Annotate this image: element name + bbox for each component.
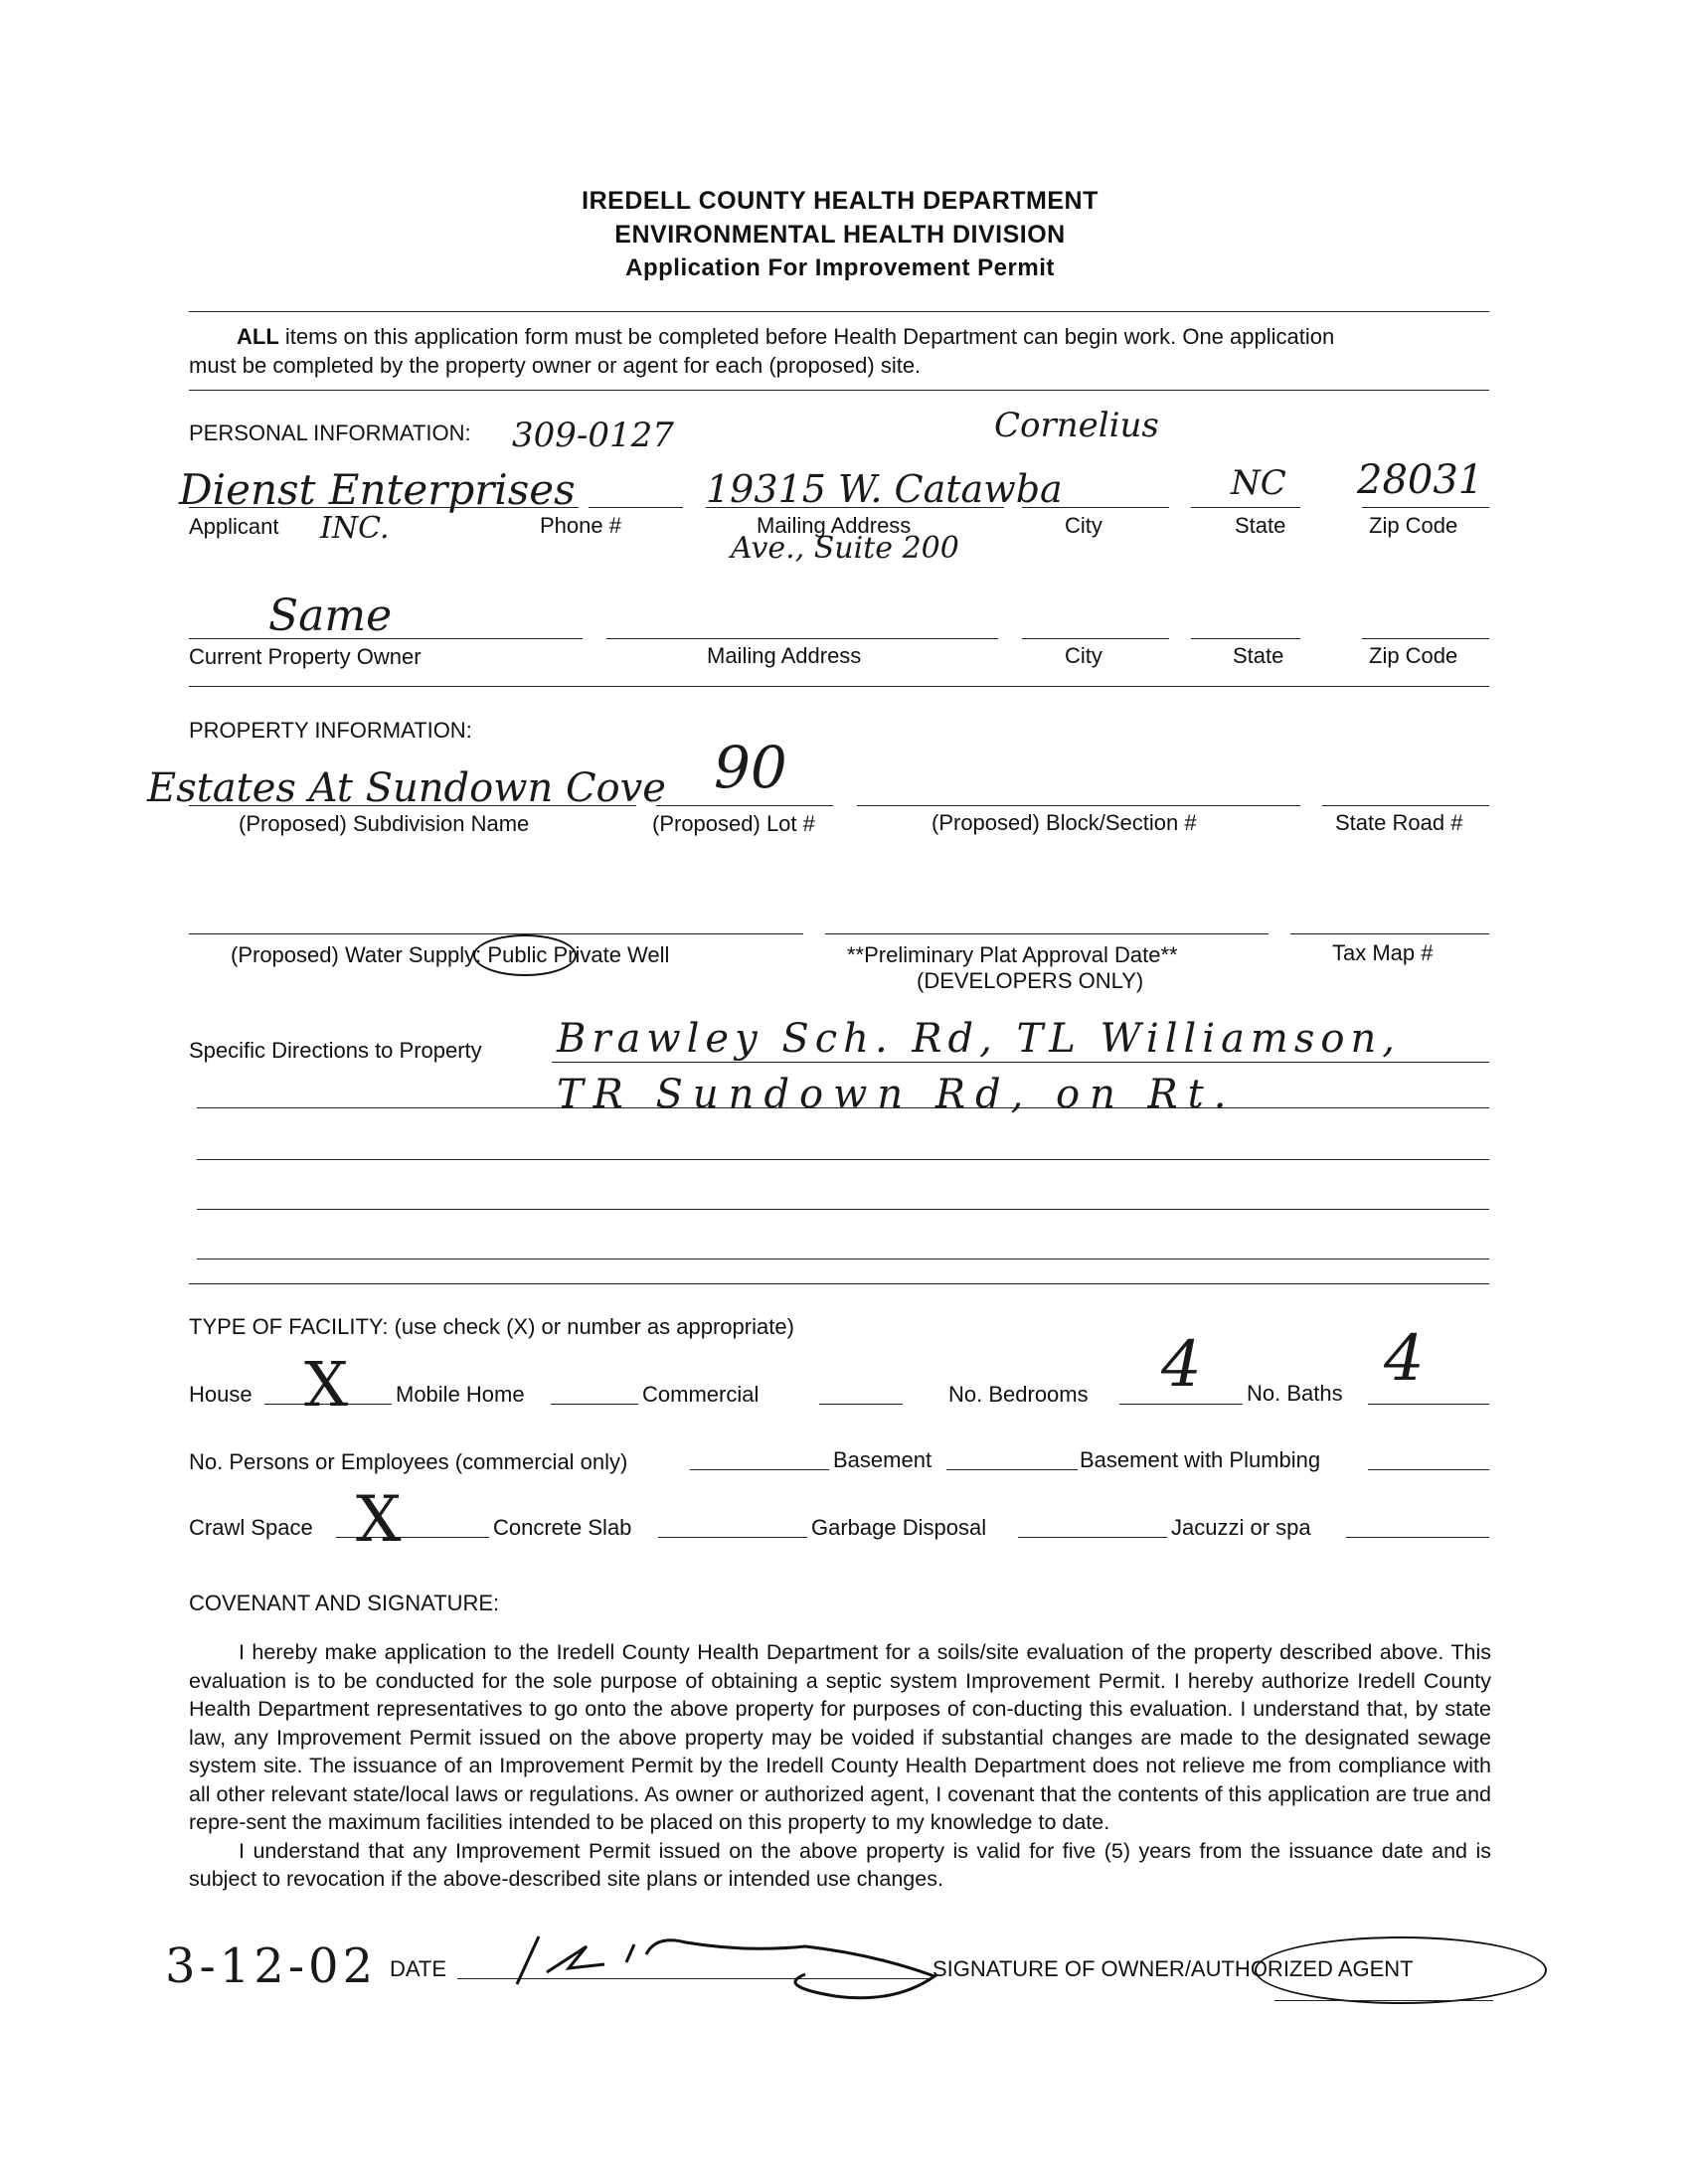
directions-label: Specific Directions to Property [189,1038,482,1063]
state-label: State [1235,513,1286,538]
state-field-value: NC [1231,463,1286,503]
road-line[interactable] [1322,805,1489,806]
owner-field-value: Same [268,590,393,641]
city-line[interactable] [1022,507,1169,508]
mailing-address-label: Mailing Address [757,513,912,538]
mailing-address-field-value: 19315 W. Catawba [706,467,1063,511]
concrete-slab-label: Concrete Slab [493,1515,632,1540]
mailing-address-line[interactable] [706,507,1004,508]
applicant-field-value-2: INC. [320,511,390,546]
owner-city-label: City [1065,643,1102,668]
road-label: State Road # [1335,810,1463,835]
signature-stroke [517,1936,934,1998]
signature-scribble [477,1925,954,2014]
persons-label: No. Persons or Employees (commercial only) [189,1449,628,1474]
garbage-disposal-label: Garbage Disposal [811,1515,987,1540]
zip-line[interactable] [1362,507,1489,508]
handwritten-city: Cornelius [994,406,1159,445]
jacuzzi-label: Jacuzzi or spa [1171,1515,1311,1540]
plat-developers-label: (DEVELOPERS ONLY) [917,968,1144,993]
applicant-label: Applicant [189,514,279,539]
city-label: City [1065,513,1102,538]
directions-line-5[interactable] [197,1259,1489,1260]
covenant-paragraph-2: I understand that any Improvement Permit issued on the above property is valid for five (5) years from the issuance date and is subject to revocation if the above-described site plans or intended use changes. [189,1838,1491,1891]
divider [189,311,1489,312]
baths-label: No. Baths [1247,1381,1343,1406]
intro-text-2: must be completed by the property owner or agent for each (proposed) site. [189,353,922,378]
owner-mailing-line[interactable] [606,638,998,639]
covenant-text [189,1638,1491,1894]
lot-label: (Proposed) Lot # [652,811,815,836]
owner-line[interactable] [189,638,583,639]
lot-field-value: 90 [714,734,787,801]
intro-text [237,324,1334,350]
form-title-department: IREDELL COUNTY HEALTH DEPARTMENT [582,187,1099,215]
directions-value-line-1: Brawley Sch. Rd, TL Williamson, [557,1016,1401,1062]
zip-label: Zip Code [1369,513,1458,538]
subdivision-field-value: Estates At Sundown Cove [147,765,666,811]
house-label: House [189,1382,253,1407]
mobile-home-line[interactable] [551,1404,638,1405]
persons-line[interactable] [690,1469,829,1470]
directions-value-line-2: TR Sundown Rd, on Rt. [557,1072,1237,1117]
date-value: 3-12-02 [165,1938,378,1994]
subdivision-line[interactable] [189,805,636,806]
zip-field-value: 28031 [1357,457,1484,503]
baths-value: 4 [1384,1322,1425,1396]
divider [189,390,1489,391]
water-supply-prefix: (Proposed) Water Supply: [231,942,482,967]
owner-city-line[interactable] [1022,638,1169,639]
owner-zip-label: Zip Code [1369,643,1458,668]
public-circle-mark [473,934,577,976]
intro-bold: ALL [237,324,279,349]
house-check-mark: X [304,1348,349,1421]
owner-zip-line[interactable] [1362,638,1489,639]
covenant-paragraph-1: I hereby make application to the Iredell County Health Department for a soils/site evaluation of the property described above. This evaluation is to be conducted for the sole purpose of obtaining a septic system Improvement Permit. I hereby authorize Iredell County Health Department representatives to go onto the above property for purposes of con-ducting this evaluation. I understand that, by state law, any Improvement Permit issued on the above property may be voided if substantial changes are made to the designated sewage system site. The issuance of an Improvement Permit by the Iredell County Health Department does not relieve me from compliance with all other relevant state/local laws or regulations. As owner or authorized agent, I covenant that the contents of this application are true and repre-sent the maximum facilities intended to be placed on this property to my knowledge to date. [189,1640,1491,1834]
bedrooms-value: 4 [1161,1328,1202,1402]
crawl-space-check-mark: X [356,1483,402,1557]
baths-line[interactable] [1368,1404,1489,1405]
owner-state-line[interactable] [1191,638,1300,639]
applicant-line[interactable] [189,507,579,508]
crawl-space-label: Crawl Space [189,1515,313,1540]
directions-line-3[interactable] [197,1159,1489,1160]
concrete-slab-line[interactable] [658,1537,807,1538]
phone-label: Phone # [540,513,621,538]
subdivision-label: (Proposed) Subdivision Name [239,811,530,836]
phone-line[interactable] [589,507,683,508]
directions-line-2[interactable] [197,1107,1489,1108]
commercial-line[interactable] [819,1404,903,1405]
form-title-division: ENVIRONMENTAL HEALTH DIVISION [614,221,1066,249]
basement-line[interactable] [946,1469,1078,1470]
intro-text-1: items on this application form must be completed before Health Department can begin work. One application [278,324,1335,349]
tax-map-label: Tax Map # [1332,940,1434,965]
agent-underline [1274,2000,1493,2001]
block-line[interactable] [857,805,1300,806]
lot-line[interactable] [656,805,833,806]
mailing-address-field-value-2: Ave., Suite 200 [731,531,959,566]
tax-map-line[interactable] [1290,933,1489,934]
owner-state-label: State [1233,643,1284,668]
date-label: DATE [390,1956,447,1981]
applicant-field-value: Dienst Enterprises [179,465,576,514]
divider [189,1283,1489,1284]
signature-label: SIGNATURE OF OWNER/AUTHORIZED AGENT [932,1956,1414,1981]
water-private-option[interactable]: Private Well [553,942,670,967]
personal-info-heading: PERSONAL INFORMATION: [189,420,471,445]
divider [189,686,1489,687]
directions-line-4[interactable] [197,1209,1489,1210]
bedrooms-line[interactable] [1119,1404,1243,1405]
water-supply-line[interactable] [189,933,803,934]
basement-plumbing-line[interactable] [1368,1469,1489,1470]
facility-heading: TYPE OF FACILITY: (use check (X) or number as appropriate) [189,1314,794,1339]
water-public-option[interactable]: Public [487,942,547,968]
owner-label: Current Property Owner [189,644,422,669]
agent-circle-mark [1255,1936,1547,2004]
form-title-application: Application For Improvement Permit [625,254,1055,281]
handwritten-reference-number: 309-0127 [512,416,674,455]
basement-plumbing-label: Basement with Plumbing [1080,1447,1321,1472]
water-supply-label [231,942,669,968]
bedrooms-label: No. Bedrooms [948,1382,1089,1407]
block-label: (Proposed) Block/Section # [932,810,1197,835]
plat-date-line[interactable] [825,933,1269,934]
directions-line-1[interactable] [552,1062,1489,1063]
garbage-disposal-line[interactable] [1018,1537,1167,1538]
plat-approval-label: **Preliminary Plat Approval Date** [847,942,1178,967]
commercial-label: Commercial [642,1382,760,1407]
state-line[interactable] [1191,507,1300,508]
property-info-heading: PROPERTY INFORMATION: [189,718,472,743]
mobile-home-label: Mobile Home [396,1382,525,1407]
basement-label: Basement [833,1447,932,1472]
covenant-heading: COVENANT AND SIGNATURE: [189,1591,500,1615]
owner-mailing-label: Mailing Address [707,643,862,668]
jacuzzi-line[interactable] [1346,1537,1489,1538]
